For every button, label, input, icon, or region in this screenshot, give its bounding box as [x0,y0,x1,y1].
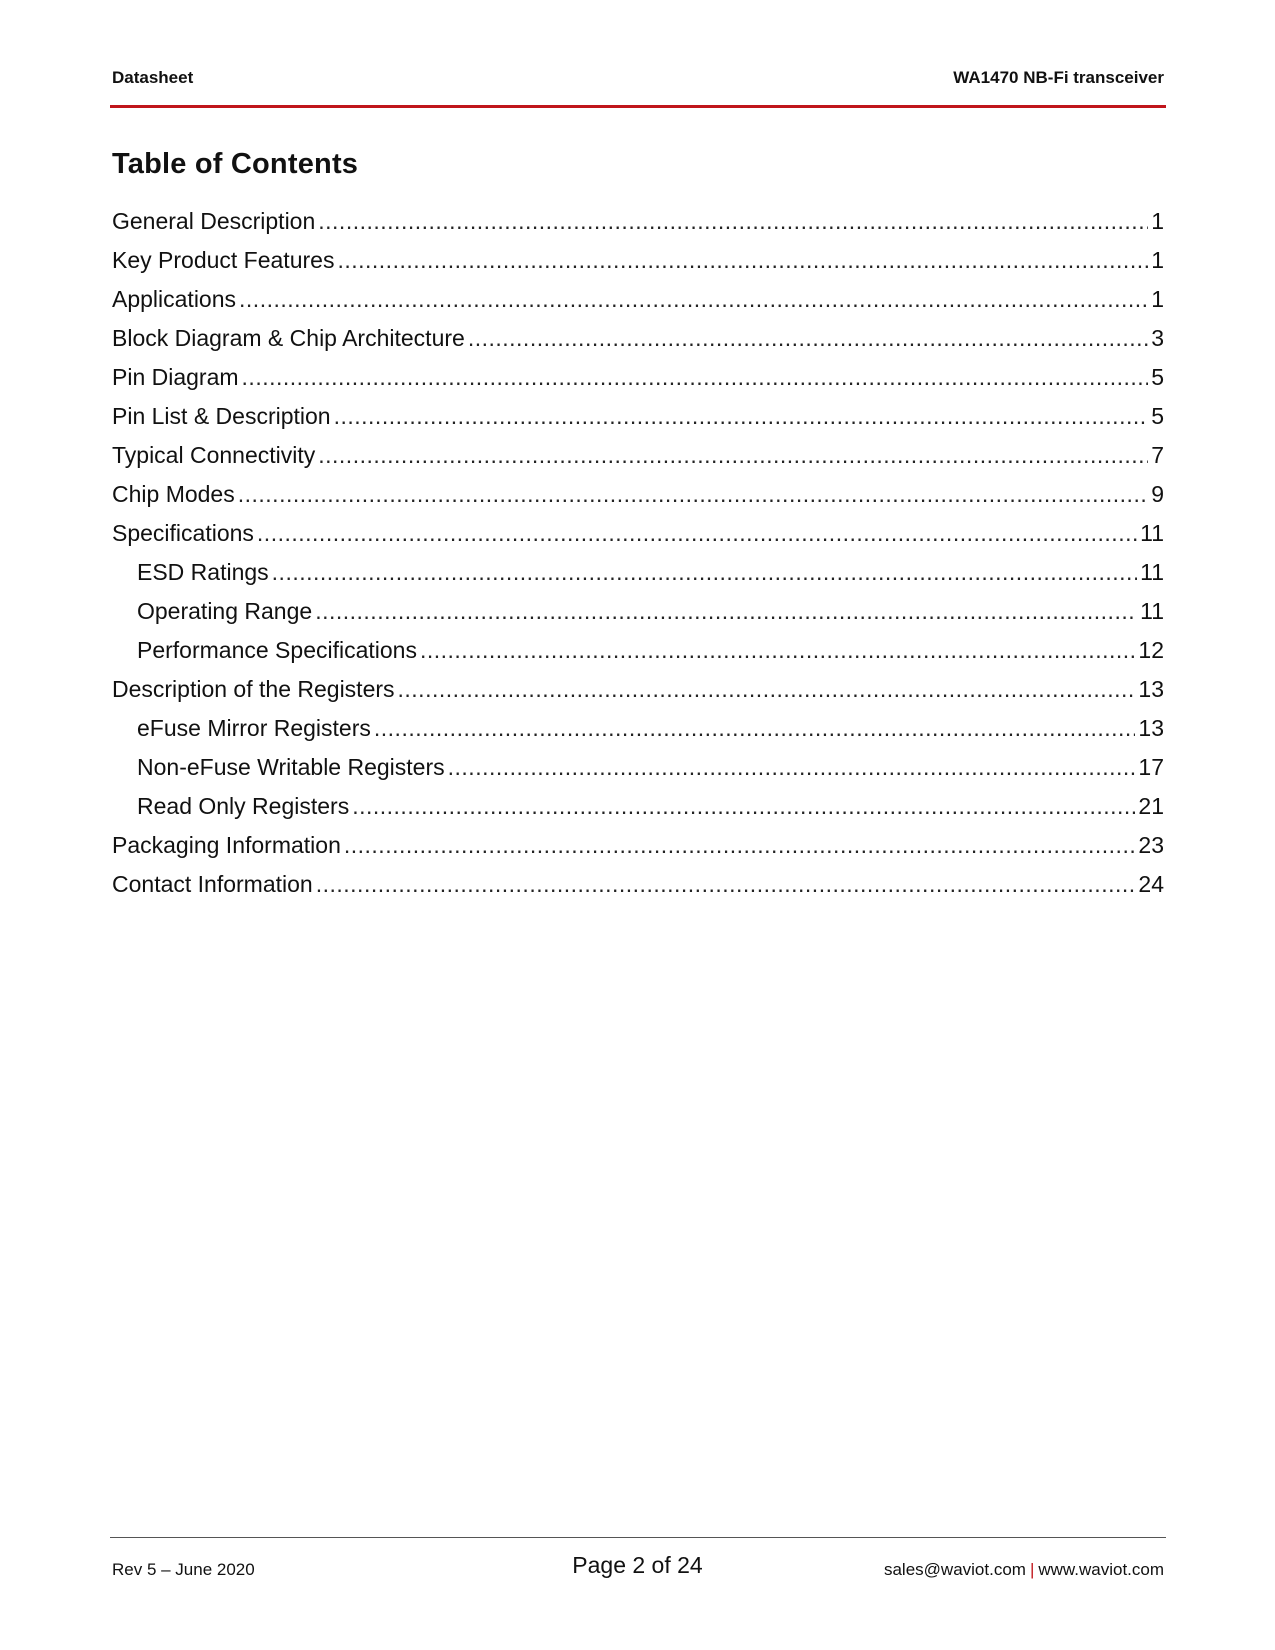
toc-entry[interactable] [112,282,1164,321]
toc-entry-title: Block Diagram & Chip Architecture [112,325,465,351]
toc-list [112,204,1164,906]
toc-entry-page: 5 [1151,364,1164,390]
toc-entry-page: 1 [1151,208,1164,234]
toc-entry-title: Packaging Information [112,832,341,858]
toc-entry-page: 9 [1151,481,1164,507]
toc-entry[interactable] [112,321,1164,360]
toc-subentry[interactable] [112,750,1164,789]
toc-entry-page: 13 [1138,676,1164,702]
toc-leader [257,516,1137,550]
toc-subentry[interactable] [112,789,1164,828]
toc-leader [334,399,1149,433]
toc-subentry[interactable] [112,555,1164,594]
toc-leader [468,321,1148,355]
toc-entry-page: 7 [1151,442,1164,468]
toc-leader [238,477,1148,511]
toc-entry-title: Contact Information [112,871,313,897]
page-header [112,68,1164,92]
toc-entry-title: Pin List & Description [112,403,331,429]
toc-leader [337,243,1148,277]
toc-entry[interactable] [112,204,1164,243]
toc-entry-page: 11 [1140,559,1164,585]
toc-entry-page: 1 [1151,247,1164,273]
footer-page-number: Page 2 of 24 [572,1552,703,1578]
toc-entry-title: ESD Ratings [137,559,269,585]
toc-leader [315,594,1137,628]
toc-leader [352,789,1135,823]
toc-entry-page: 23 [1138,832,1164,858]
footer-website-link[interactable]: www.waviot.com [1038,1560,1164,1579]
toc-leader [272,555,1137,589]
toc-entry[interactable] [112,243,1164,282]
header-divider [110,105,1166,108]
footer-contact [884,1560,1164,1580]
toc-entry-page: 24 [1138,871,1164,897]
toc-entry-page: 17 [1138,754,1164,780]
toc-entry-title: Description of the Registers [112,676,395,702]
toc-leader [374,711,1136,745]
toc-entry-title: Chip Modes [112,481,235,507]
toc-entry-title: Applications [112,286,237,312]
toc-leader [242,360,1149,394]
toc-subentry[interactable] [112,594,1164,633]
toc-subentry[interactable] [112,711,1164,750]
toc-entry-page: 11 [1140,598,1164,624]
toc-leader [239,282,1148,316]
toc-entry-title: Pin Diagram [112,364,239,390]
footer-revision: Rev 5 – June 2020 [112,1560,255,1579]
toc-leader [344,828,1136,862]
toc-entry[interactable] [112,867,1164,906]
toc-entry-page: 21 [1138,793,1164,819]
toc-entry[interactable] [112,828,1164,867]
toc-leader [318,204,1148,238]
toc-entry[interactable] [112,399,1164,438]
toc-title: Table of Contents [112,148,359,180]
toc-entry-title: General Description [112,208,316,234]
header-product-name: WA1470 NB-Fi transceiver [953,68,1164,87]
toc-subentry[interactable] [112,633,1164,672]
toc-entry-title: Read Only Registers [137,793,350,819]
toc-entry-page: 11 [1140,520,1164,546]
footer-separator: | [1029,1560,1035,1579]
toc-entry[interactable] [112,477,1164,516]
toc-entry[interactable] [112,360,1164,399]
toc-leader [398,672,1136,706]
toc-leader [448,750,1136,784]
toc-entry-title: eFuse Mirror Registers [137,715,371,741]
toc-entry-title: Key Product Features [112,247,335,273]
toc-leader [420,633,1135,667]
toc-leader [316,867,1136,901]
toc-entry-title: Performance Specifications [137,637,417,663]
toc-entry-page: 3 [1151,325,1164,351]
toc-entry[interactable] [112,672,1164,711]
toc-entry-title: Operating Range [137,598,313,624]
toc-entry-page: 12 [1138,637,1164,663]
toc-entry-page: 5 [1151,403,1164,429]
toc-entry[interactable] [112,516,1164,555]
toc-entry-title: Typical Connectivity [112,442,316,468]
footer-divider [110,1537,1166,1538]
toc-entry-page: 13 [1138,715,1164,741]
toc-entry-page: 1 [1151,286,1164,312]
footer-email-link[interactable]: sales@waviot.com [883,1560,1026,1579]
toc-entry-title: Non-eFuse Writable Registers [137,754,445,780]
toc-leader [318,438,1148,472]
header-doc-type: Datasheet [112,68,194,87]
toc-entry-title: Specifications [112,520,254,546]
toc-entry[interactable] [112,438,1164,477]
